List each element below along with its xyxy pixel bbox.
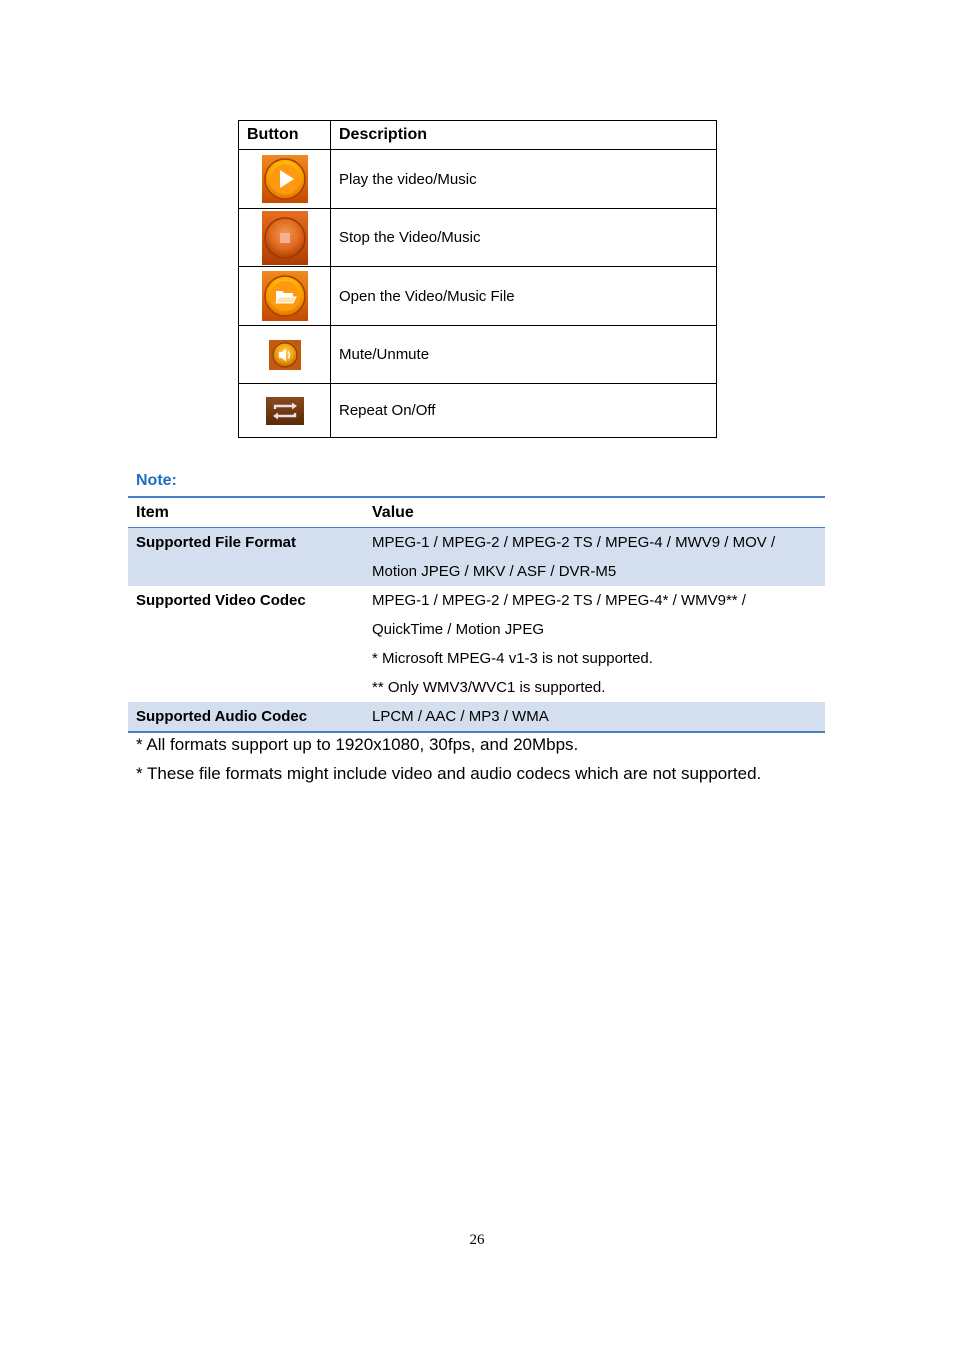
footnote: * These file formats might include video and audio codecs which are not supported. — [136, 764, 762, 783]
play-icon — [262, 155, 308, 203]
row-value — [364, 702, 825, 732]
speaker-icon — [269, 340, 301, 370]
value-line: LPCM / AAC / MP3 / WMA — [372, 708, 549, 725]
value-line: MPEG-1 / MPEG-2 / MPEG-2 TS / MPEG-4* / WMV9** / — [372, 592, 746, 609]
row-description: Open the Video/Music File — [331, 267, 717, 326]
row-description: Stop the Video/Music — [331, 209, 717, 267]
table-row — [239, 326, 717, 384]
value-line: QuickTime / Motion JPEG — [372, 621, 544, 638]
table-header-row — [128, 497, 825, 528]
table-header-row — [239, 121, 717, 150]
row-item: Supported File Format — [128, 528, 364, 587]
note-title: Note: — [136, 472, 177, 489]
table-row — [239, 267, 717, 326]
table-row — [128, 528, 825, 587]
row-item: Supported Audio Codec — [128, 702, 364, 732]
repeat-icon — [266, 397, 304, 425]
value-line: ** Only WMV3/WVC1 is supported. — [372, 679, 606, 696]
value-line: Motion JPEG / MKV / ASF / DVR-M5 — [372, 563, 617, 580]
table-row — [239, 209, 717, 267]
button-column-header: Button — [239, 121, 331, 150]
table-row — [239, 384, 717, 438]
table-row — [128, 586, 825, 702]
row-value — [364, 528, 825, 587]
row-description: Mute/Unmute — [331, 326, 717, 384]
row-item: Supported Video Codec — [136, 592, 306, 609]
page-number: 26 — [469, 1232, 485, 1248]
description-column-header: Description — [331, 121, 717, 150]
value-line: MPEG-1 / MPEG-2 / MPEG-2 TS / MPEG-4 / MWV9 / MOV / — [372, 534, 776, 551]
footnote: * All formats support up to 1920x1080, 30fps, and 20Mbps. — [136, 735, 579, 754]
value-column-header: Value — [364, 497, 825, 528]
value-line: * Microsoft MPEG-4 v1-3 is not supported. — [372, 650, 653, 667]
stop-icon — [262, 211, 308, 265]
row-description: Repeat On/Off — [331, 384, 717, 438]
button-description-table — [238, 120, 717, 438]
table-row — [128, 702, 825, 732]
supported-formats-table — [128, 496, 825, 733]
item-column-header: Item — [128, 497, 364, 528]
table-row — [239, 150, 717, 209]
row-description: Play the video/Music — [331, 150, 717, 209]
row-value — [364, 586, 825, 702]
open-folder-icon — [262, 271, 308, 321]
